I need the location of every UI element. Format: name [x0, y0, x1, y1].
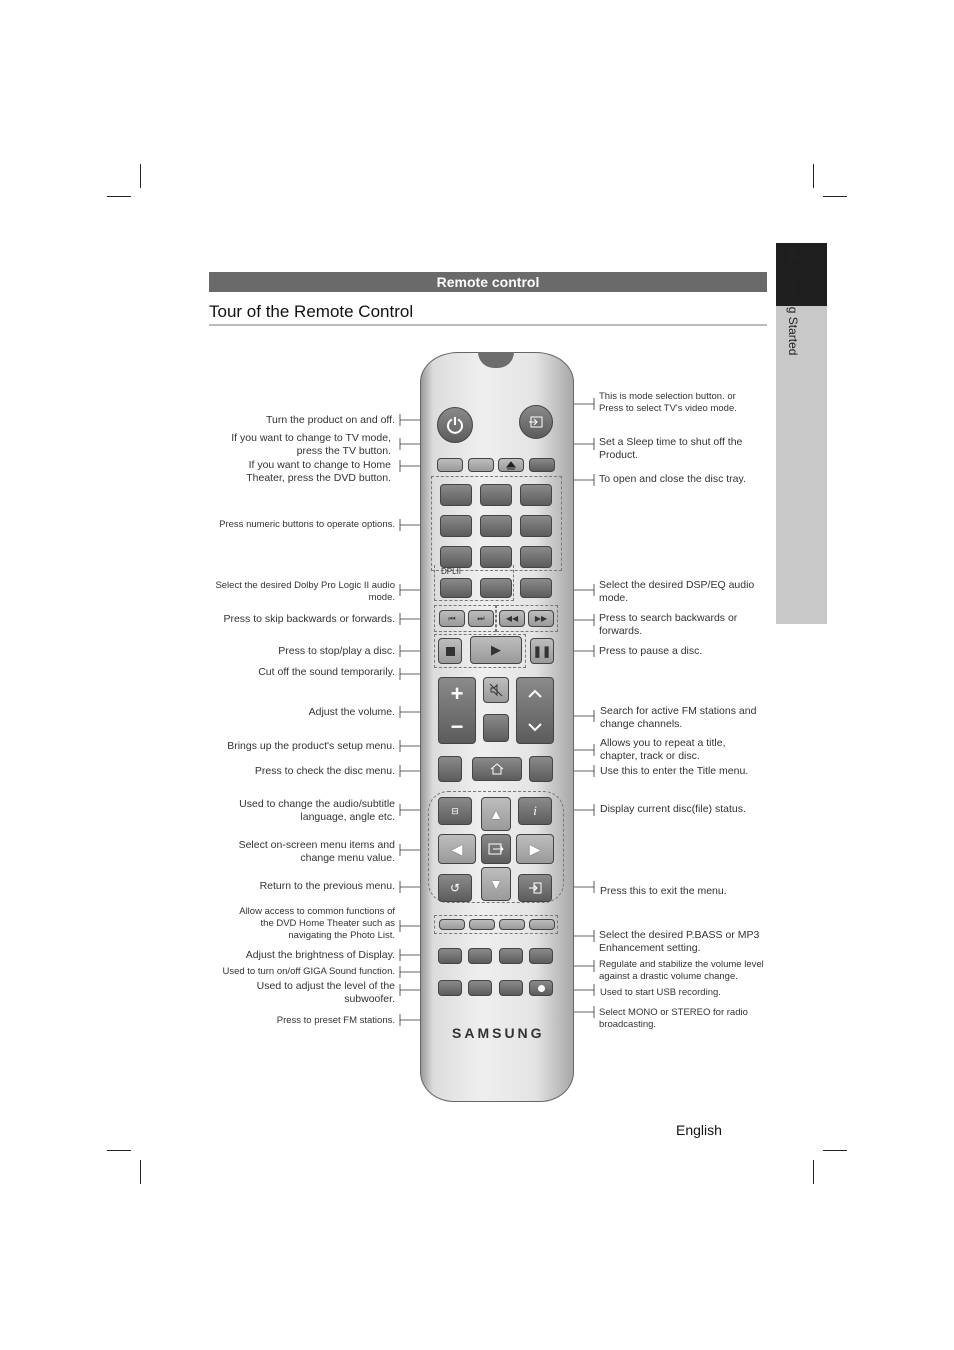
dimmer-button[interactable]: [438, 948, 462, 964]
label-power: Turn the product on and off.: [265, 414, 395, 426]
skip-forward-icon: ⏭: [477, 613, 485, 623]
label-skip: Press to skip backwards or forwards.: [223, 613, 395, 625]
home-menu-icon: [489, 763, 505, 775]
label-dvd-button: If you want to change to Home Theater, press the DVD button.: [246, 459, 391, 484]
title-rule: [209, 324, 767, 326]
label-setup-menu: Brings up the product's setup menu.: [227, 740, 395, 752]
label-menu-navigation: Select on-screen menu items and change menu value.: [238, 839, 395, 864]
rewind-icon: ◀◀: [505, 614, 519, 623]
label-stop-play: Press to stop/play a disc.: [278, 645, 395, 657]
arrow-right-icon: ▶: [529, 840, 541, 857]
smart-volume-button[interactable]: [499, 948, 523, 964]
sleep-button[interactable]: [529, 458, 555, 472]
crop-mark: [107, 196, 131, 197]
mute-icon: [489, 683, 503, 697]
label-exit: Press this to exit the menu.: [600, 885, 727, 897]
info-icon: i: [533, 803, 537, 818]
volume-up-icon: +: [450, 681, 464, 707]
tuner-memory-button[interactable]: [499, 980, 523, 996]
numeric-button[interactable]: [520, 484, 552, 506]
exit-icon: [528, 882, 542, 894]
title-menu-button[interactable]: [529, 756, 553, 782]
label-audio-subtitle: Used to change the audio/subtitle language, angle etc.: [239, 798, 395, 823]
exit-button[interactable]: [518, 874, 552, 902]
function-button-c[interactable]: [499, 919, 525, 930]
chevron-up-icon: [527, 689, 543, 699]
pbass-mp3-button[interactable]: [529, 948, 553, 964]
repeat-button[interactable]: [483, 714, 509, 742]
search-forward-button[interactable]: [528, 610, 554, 627]
tv-source-button[interactable]: [519, 405, 553, 439]
label-dsp-eq: Select the desired DSP/EQ audio mode.: [599, 579, 755, 604]
record-icon: [538, 985, 545, 992]
label-fm-preset: Press to preset FM stations.: [276, 1015, 395, 1026]
up-button[interactable]: [481, 797, 511, 831]
search-back-button[interactable]: [499, 610, 525, 627]
mute-button[interactable]: [483, 677, 509, 703]
label-numeric-buttons: Press numeric buttons to operate options.: [219, 519, 395, 530]
eject-icon: [506, 461, 516, 470]
footer-language: English: [676, 1122, 722, 1138]
label-search: Press to search backwards or forwards.: [599, 612, 738, 637]
fast-forward-icon: ▶▶: [534, 614, 548, 623]
skip-back-button[interactable]: [439, 610, 465, 627]
label-mute: Cut off the sound temporarily.: [258, 666, 395, 678]
pause-icon: ❚❚: [532, 645, 552, 658]
skip-forward-button[interactable]: [468, 610, 494, 627]
power-icon: [445, 415, 465, 435]
label-giga-sound: Used to turn on/off GIGA Sound function.: [222, 966, 395, 977]
arrow-up-icon: ▲: [489, 806, 503, 822]
down-button[interactable]: [481, 867, 511, 901]
numeric-button[interactable]: [480, 515, 512, 537]
label-tv-button: If you want to change to TV mode, press the TV button.: [231, 432, 391, 457]
volume-down-icon: −: [450, 713, 464, 739]
label-dolby-pro-logic: Select the desired Dolby Pro Logic II audio mode.: [215, 580, 395, 603]
crop-mark: [823, 1150, 847, 1151]
arrow-down-icon: ▼: [489, 876, 503, 892]
arrow-left-icon: ◀: [451, 840, 463, 857]
skip-back-icon: ⏮: [448, 613, 456, 623]
header-bar: Remote control: [209, 272, 767, 292]
page-title: Tour of the Remote Control: [209, 302, 414, 321]
crop-mark: [813, 164, 814, 188]
dolby-pro-logic-button[interactable]: [440, 578, 472, 598]
stop-button[interactable]: [438, 638, 462, 664]
label-tuner-memory: Select MONO or STEREO for radio broadcasting.: [599, 1007, 748, 1030]
label-title-menu: Use this to enter the Title menu.: [600, 765, 749, 777]
section-number: 01: [786, 248, 800, 262]
label-repeat: Allows you to repeat a title, chapter, track or disc.: [600, 737, 726, 762]
enter-icon: [488, 843, 504, 855]
label-disc-menu: Press to check the disc menu.: [254, 765, 395, 777]
label-volume: Adjust the volume.: [308, 706, 395, 718]
label-info: Display current disc(file) status.: [600, 803, 746, 815]
numeric-button[interactable]: [480, 578, 512, 598]
power-button[interactable]: [437, 407, 473, 443]
numeric-button[interactable]: [520, 546, 552, 568]
label-dimmer: Adjust the brightness of Display.: [245, 949, 395, 961]
dvd-button[interactable]: [437, 458, 463, 472]
section-tab-label: [780, 248, 800, 355]
numeric-button[interactable]: [440, 484, 472, 506]
crop-mark: [813, 1160, 814, 1184]
numeric-button[interactable]: [480, 484, 512, 506]
chevron-down-icon: [527, 722, 543, 732]
crop-mark: [823, 196, 847, 197]
play-icon: ▶: [491, 642, 501, 657]
return-button[interactable]: [438, 874, 472, 902]
dolby-label: DPLII: [441, 567, 462, 576]
volume-rocker[interactable]: [438, 677, 476, 744]
stop-icon: [446, 647, 455, 656]
section-name: Getting Started: [786, 274, 800, 356]
numeric-button[interactable]: [440, 515, 472, 537]
right-button[interactable]: [516, 834, 554, 864]
tv-button[interactable]: [468, 458, 494, 472]
return-icon: ↺: [449, 881, 461, 895]
function-button-a[interactable]: [439, 919, 465, 930]
setup-menu-button[interactable]: [472, 757, 522, 781]
crop-mark: [140, 164, 141, 188]
label-subwoofer: Used to adjust the level of the subwoofer.: [256, 980, 395, 1005]
dsp-eq-button[interactable]: [520, 578, 552, 598]
usb-record-button[interactable]: [529, 980, 553, 996]
label-mode-selection: This is mode selection button. or Press to select TV's video mode.: [599, 391, 737, 414]
function-button-d[interactable]: [529, 919, 555, 930]
label-smart-volume: Regulate and stabilize the volume level against a drastic volume change.: [599, 959, 764, 982]
label-return: Return to the previous menu.: [259, 880, 395, 892]
enter-button[interactable]: [481, 834, 511, 864]
crop-mark: [140, 1160, 141, 1184]
label-common-functions: Allow access to common functions of the DVD Home Theater such as navigating the Photo List.: [239, 906, 395, 941]
label-usb-record: Used to start USB recording.: [600, 987, 721, 998]
pause-button[interactable]: [530, 638, 554, 664]
label-pbass-mp3: Select the desired P.BASS or MP3 Enhancement setting.: [599, 929, 760, 954]
numeric-button[interactable]: [520, 515, 552, 537]
play-button[interactable]: [470, 636, 522, 664]
open-close-button[interactable]: [498, 458, 524, 472]
brand-logo: SAMSUNG: [452, 1025, 545, 1041]
left-button[interactable]: [438, 834, 476, 864]
fm-preset-button[interactable]: [468, 980, 492, 996]
source-icon: [528, 415, 544, 429]
crop-mark: [107, 1150, 131, 1151]
label-pause: Press to pause a disc.: [599, 645, 703, 657]
label-open-close: To open and close the disc tray.: [599, 473, 746, 485]
giga-sound-button[interactable]: [468, 948, 492, 964]
subwoofer-button[interactable]: [438, 980, 462, 996]
language-icon: ⊟: [451, 805, 459, 816]
tuning-rocker[interactable]: [516, 677, 554, 744]
label-tuning: Search for active FM stations and change channels.: [600, 705, 757, 730]
disc-menu-button[interactable]: [438, 756, 462, 782]
function-button-b[interactable]: [469, 919, 495, 930]
label-sleep: Set a Sleep time to shut off the Product.: [599, 436, 743, 461]
